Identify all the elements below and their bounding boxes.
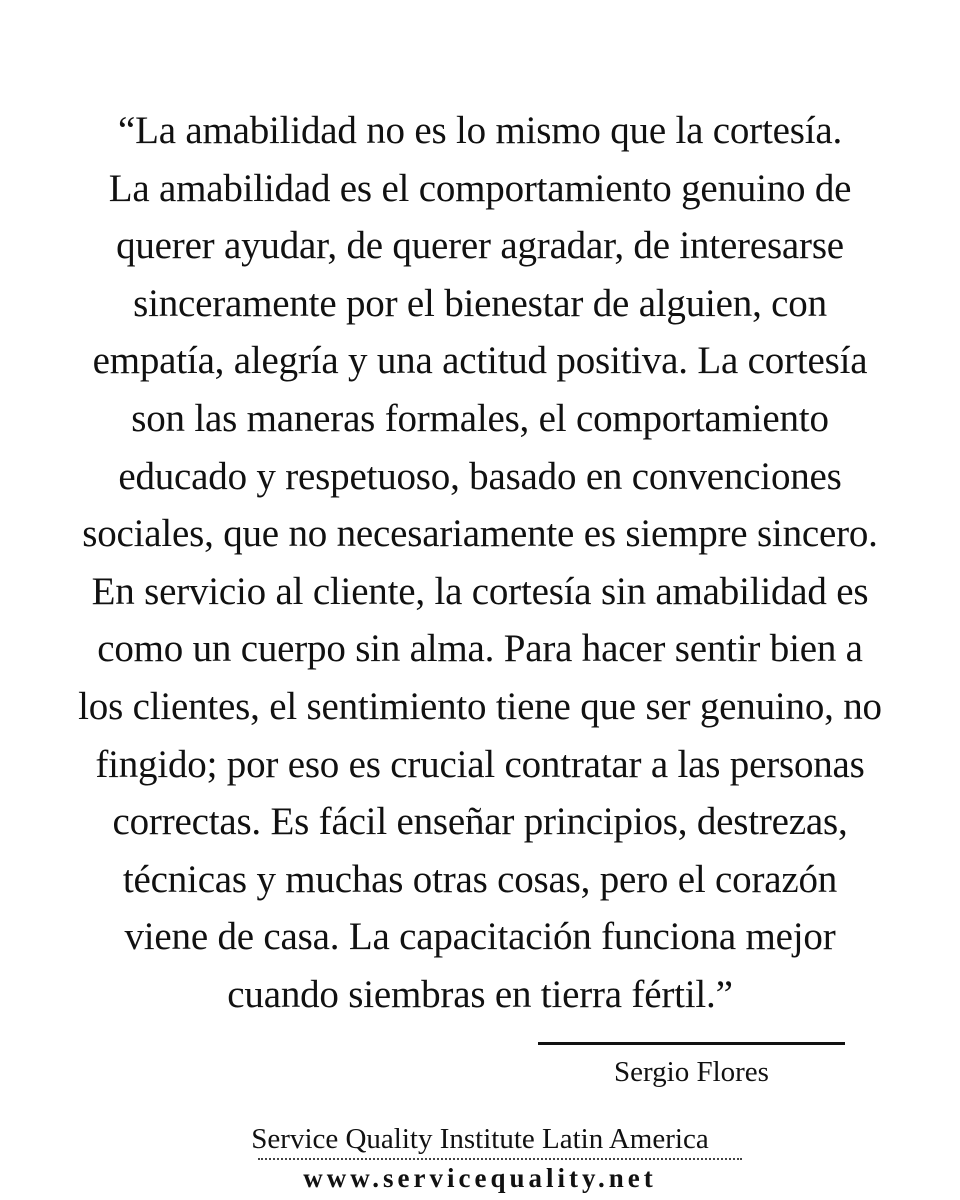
quote-line: La amabilidad es el comportamiento genuino de — [108, 166, 852, 210]
organization-name: Service Quality Institute Latin America — [251, 1123, 709, 1155]
quote-text — [40, 102, 920, 1024]
quote-line: En servicio al cliente, la cortesía sin amabilidad es — [91, 569, 869, 613]
quote-line: correctas. Es fácil enseñar principios, destrezas, — [112, 800, 848, 844]
website-link[interactable]: www.servicequality.net — [303, 1163, 657, 1193]
quote-line: “La amabilidad no es lo mismo que la cortesía. — [118, 109, 842, 152]
quote-line: viene de casa. La capacitación funciona mejor — [124, 915, 836, 959]
quote-line: cuando siembras en tierra fértil.” — [227, 972, 733, 1016]
quote-line: sinceramente por el bienestar de alguien, con — [133, 281, 827, 325]
quote-line: empatía, alegría y una actitud positiva. La cortesía — [92, 339, 868, 383]
quote-line: querer ayudar, de querer agradar, de interesarse — [116, 224, 844, 268]
author-divider — [538, 1042, 845, 1045]
quote-line: sociales, que no necesariamente es siempre sincero. — [82, 512, 878, 556]
quote-line: como un cuerpo sin alma. Para hacer sentir bien a — [97, 627, 863, 671]
author-name: Sergio Flores — [614, 1056, 769, 1088]
quote-line: educado y respetuoso, basado en convenciones — [118, 454, 842, 498]
quote-line: técnicas y muchas otras cosas, pero el corazón — [122, 857, 838, 901]
quote-line: los clientes, el sentimiento tiene que ser genuino, no — [78, 684, 882, 728]
quote-line: son las maneras formales, el comportamiento — [131, 396, 829, 440]
quote-line: fingido; por eso es crucial contratar a las personas — [95, 742, 865, 786]
